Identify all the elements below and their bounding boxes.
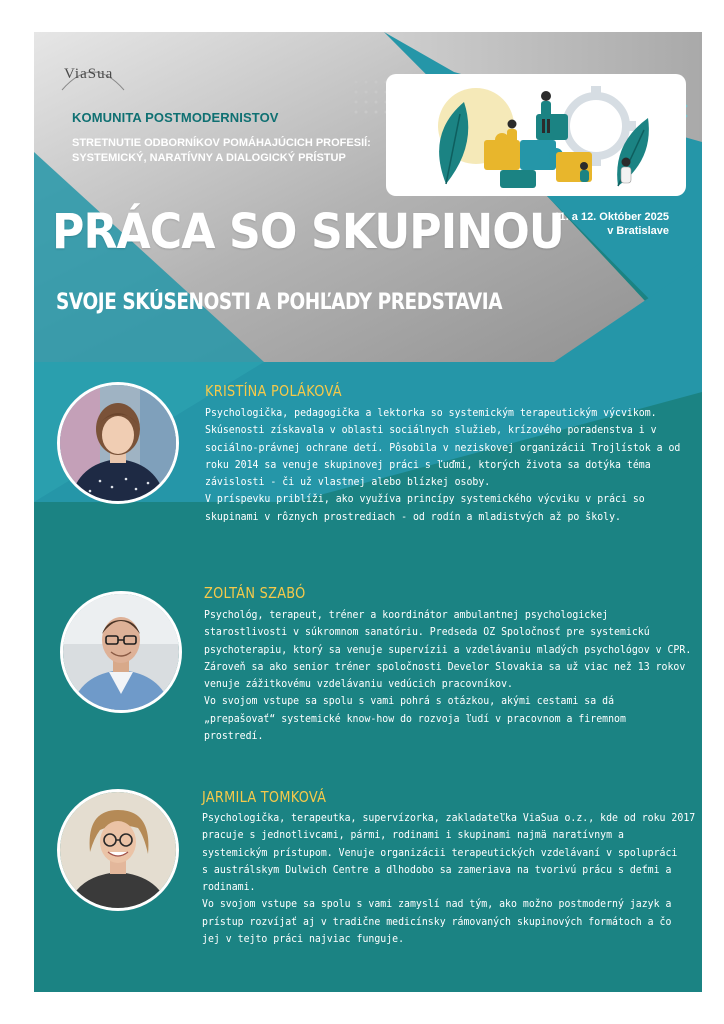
speaker-name: KRISTÍNA POLÁKOVÁ	[205, 382, 342, 400]
subtitle-line: SYSTEMICKÝ, NARATÍVNY A DIALOGICKÝ PRÍSTUP	[72, 152, 346, 164]
poster	[34, 32, 702, 992]
bio-line: sociálno-právnej ochrane detí. Pôsobila v neziskovej organizácii Trojlístok a od	[205, 441, 681, 454]
event-subtitle	[72, 136, 402, 166]
bio-line: venuje zážitkovému vzdelávaniu vedúcich pracovníkov.	[204, 678, 514, 691]
speaker-photo-szabo	[60, 591, 182, 713]
bio-line: Psychologička, terapeutka, supervízorka, zakladateľka ViaSua o.z., kde od roku 2017	[202, 812, 696, 824]
date-line: 11. a 12. Október 2025	[554, 211, 669, 223]
speaker-bio	[204, 607, 692, 745]
bio-line: skupinami v rôznych prostrediach - od rodín a mladistvých až po školy.	[205, 510, 621, 523]
bio-line: starostlivosti v súkromnom sanatóriu. Predseda OZ Spoločnosť pre systemickú	[204, 626, 650, 639]
bio-line: Psychologička, pedagogička a lektorka so systemickým terapeutickým výcvikom.	[205, 407, 657, 419]
bio-line: systemickým prístupom. Venuje organizácii terapeutických vzdelávaní v spolupráci	[202, 846, 678, 859]
speaker-name: JARMILA TOMKOVÁ	[202, 788, 327, 806]
logo: ViaSua	[64, 66, 114, 82]
bio-line: Psychológ, terapeut, tréner a koordinátor ambulantnej psychologickej	[204, 609, 609, 621]
main-title: PRÁCA SO SKUPINOU	[52, 204, 564, 260]
bio-line: závislosti - či už vlastnej alebo blízkej osoby.	[205, 476, 491, 489]
bio-line: pracuje s jednotlivcami, pármi, rodinami i skupinami najmä naratívnym a	[202, 829, 624, 842]
bio-line: jej v tejto práci najviac funguje.	[202, 933, 405, 946]
speaker-photo-polakova	[57, 382, 179, 504]
subtitle-line: STRETNUTIE ODBORNÍKOV POMÁHAJÚCICH PROFESIÍ:	[72, 137, 371, 149]
main-subtitle: SVOJE SKÚSENOSTI A POHĽADY PREDSTAVIA	[56, 290, 503, 315]
bio-line: psychoterapiu, ktorý sa venuje supervízii a vzdelávaniu mladých psychológov v CPR.	[204, 643, 692, 656]
bio-line: prístup rozvíjať aj v tradične medicínsky rámovaných skupinových formátoch a čo	[202, 915, 672, 928]
speaker-bio	[202, 810, 696, 948]
location-line: v Bratislave	[607, 225, 669, 237]
speaker-name: ZOLTÁN SZABÓ	[204, 584, 306, 602]
bio-line: s austrálskym Dulwich Centre a dlhodobo sa zameriava na tvorivú prácu s deťmi a	[202, 863, 672, 876]
speaker-bio	[205, 405, 684, 526]
bio-line: V príspevku priblíži, ako využíva princípy systemického výcviku v práci so	[205, 493, 645, 506]
bio-line: Skúsenosti získavala v oblasti sociálnych služieb, krízového poradenstva i v	[205, 424, 657, 437]
speaker-photo-tomkova	[57, 789, 179, 911]
bio-line: Zároveň sa ako senior tréner spoločnosti Develor Slovakia sa už viac než 13 rokov	[204, 660, 686, 673]
bio-line: prostredí.	[204, 730, 264, 743]
teamwork-illustration	[386, 74, 686, 196]
bio-line: Vo svojom vstupe sa spolu s vami zamyslí nad tým, ako možno postmoderný jazyk a	[202, 898, 672, 911]
bio-line: rodinami.	[202, 881, 256, 894]
bio-line: Vo svojom vstupe sa spolu s vami pohrá s otázkou, akými cestami sa dá	[204, 695, 615, 708]
community-heading: KOMUNITA POSTMODERNISTOV	[72, 110, 279, 125]
bio-line: „prepašovať“ systemické know-how do rozvoja ľudí v pracovnom a firemnom	[204, 712, 626, 725]
bio-line: roku 2014 sa venuje skupinovej práci s ľuďmi, ktorých života sa dotýka téma	[205, 458, 651, 471]
